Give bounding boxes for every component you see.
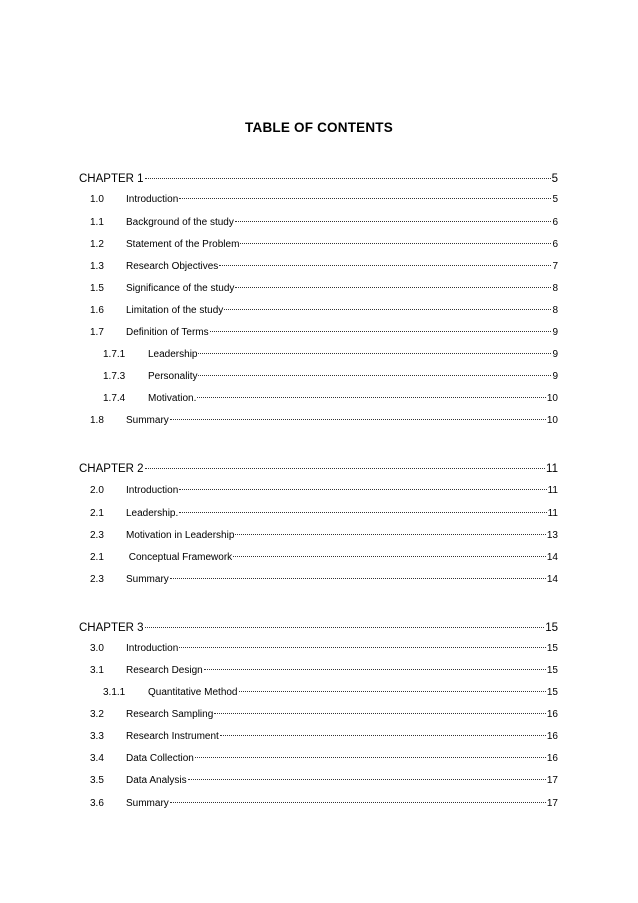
toc-entry-label: Research Sampling (126, 709, 214, 720)
toc-entry-page-number: 15 (546, 643, 558, 654)
toc-entry[interactable] (90, 234, 558, 251)
toc-entry-label: Data Collection (126, 753, 194, 764)
toc-entry[interactable] (90, 503, 558, 520)
toc-entry[interactable] (90, 793, 558, 810)
toc-entry-page-number: 8 (552, 305, 558, 316)
toc-entry[interactable] (90, 525, 558, 542)
toc-entry-page-number: 9 (552, 327, 558, 338)
toc-entry-label: Limitation of the study (126, 305, 224, 316)
toc-entry-label: Introduction (126, 643, 179, 654)
toc-entry-label: Leadership. (126, 508, 179, 519)
toc-entry-page-number: 10 (546, 393, 558, 404)
toc-entry-page-number: 10 (546, 415, 558, 426)
toc-entry-page-number: 14 (546, 574, 558, 585)
toc-entry[interactable] (90, 748, 558, 765)
dot-leader (235, 522, 545, 535)
toc-chapter-entry[interactable] (79, 616, 558, 635)
toc-entry[interactable] (90, 726, 558, 743)
toc-entry-number: 1.2 (90, 239, 104, 250)
toc-entry-number: 1.7 (90, 327, 104, 338)
toc-entry-label: Motivation in Leadership (126, 530, 235, 541)
dot-leader (179, 500, 546, 513)
toc-entry-number: 1.8 (90, 415, 104, 426)
dot-leader (214, 701, 546, 714)
toc-entry[interactable] (90, 547, 558, 564)
toc-entry-page-number: 16 (546, 731, 558, 742)
dot-leader (170, 407, 546, 420)
toc-entry-label: Significance of the study (126, 283, 235, 294)
toc-entry-page-number: 6 (552, 217, 558, 228)
toc-entry-number: 3.2 (90, 709, 104, 720)
toc-entry-label: Background of the study (126, 217, 234, 228)
toc-entry-page-number: 15 (546, 665, 558, 676)
toc-entry-page-number: 11 (546, 463, 558, 475)
toc-entry-number: 1.7.3 (103, 371, 126, 382)
toc-entry-number: 1.7.4 (103, 393, 126, 404)
dot-leader (220, 723, 546, 736)
toc-entry-label: Statement of the Problem (126, 239, 240, 250)
toc-entry-page-number: 6 (552, 239, 558, 250)
toc-entry-label: Data Analysis (126, 775, 187, 786)
toc-entry-label: Motivation. (148, 393, 197, 404)
dot-leader (170, 566, 546, 579)
toc-entry-page-number: 14 (546, 552, 558, 563)
toc-entry-page-number: 11 (547, 485, 558, 496)
toc-entry[interactable] (90, 704, 558, 721)
toc-entry-page-number: 13 (546, 530, 558, 541)
dot-leader (235, 275, 551, 288)
toc-entry[interactable] (90, 322, 558, 339)
toc-entry-page-number: 8 (552, 283, 558, 294)
toc-entry[interactable] (90, 410, 558, 427)
dot-leader (197, 385, 546, 398)
toc-entry-label: CHAPTER 1 (79, 173, 144, 185)
dot-leader (145, 454, 546, 469)
toc-entry-page-number: 9 (552, 349, 558, 360)
toc-entry-page-number: 7 (552, 261, 558, 272)
toc-entry-number: 1.5 (90, 283, 104, 294)
toc-entry[interactable] (103, 344, 558, 361)
toc-entry-number: 1.0 (90, 194, 104, 205)
page-title: TABLE OF CONTENTS (245, 120, 393, 135)
dot-leader (204, 657, 546, 670)
toc-entry[interactable] (90, 212, 558, 229)
toc-entry-label: Research Instrument (126, 731, 219, 742)
dot-leader (195, 745, 546, 758)
toc-entry-label: Definition of Terms (126, 327, 209, 338)
toc-entry-number: 2.3 (90, 530, 104, 541)
dot-leader (179, 186, 551, 199)
toc-entry-page-number: 17 (546, 775, 558, 786)
toc-entry[interactable] (90, 569, 558, 586)
toc-entry-number: 3.0 (90, 643, 104, 654)
dot-leader (235, 209, 552, 222)
toc-entry-label: Conceptual Framework (126, 552, 233, 563)
toc-entry-label: CHAPTER 3 (79, 622, 144, 634)
toc-chapter-entry[interactable] (79, 457, 558, 476)
toc-entry[interactable] (90, 278, 558, 295)
dot-leader (239, 679, 546, 692)
toc-entry[interactable] (103, 682, 558, 699)
toc-entry-number: 3.4 (90, 753, 104, 764)
toc-entry-number: 3.1.1 (103, 687, 126, 698)
toc-entry-number: 3.5 (90, 775, 104, 786)
toc-entry-label: CHAPTER 2 (79, 463, 144, 475)
toc-entry-number: 2.1 (90, 552, 104, 563)
toc-entry-number: 3.6 (90, 798, 104, 809)
toc-entry-label: Introduction (126, 485, 179, 496)
toc-entry-page-number: 5 (552, 194, 558, 205)
dot-leader (219, 253, 551, 266)
dot-leader (224, 297, 551, 310)
toc-entry-label: Personality (148, 371, 198, 382)
dot-leader (188, 767, 546, 780)
dot-leader (179, 635, 546, 648)
toc-entry-page-number: 15 (546, 687, 558, 698)
toc-entry[interactable] (103, 388, 558, 405)
toc-entry-number: 1.7.1 (103, 349, 126, 360)
toc-entry-page-number: 15 (545, 622, 558, 634)
toc-entry-number: 2.1 (90, 508, 104, 519)
toc-entry-page-number: 5 (551, 173, 558, 185)
toc-entry-label: Introduction (126, 194, 179, 205)
toc-entry-number: 1.3 (90, 261, 104, 272)
dot-leader (198, 363, 551, 376)
toc-entry-label: Research Objectives (126, 261, 219, 272)
toc-entry[interactable] (90, 638, 558, 655)
toc-chapter-entry[interactable] (79, 167, 558, 186)
toc-entry-number: 3.3 (90, 731, 104, 742)
toc-entry[interactable] (90, 480, 558, 497)
toc-entry-label: Summary (126, 574, 169, 585)
toc-entry-page-number: 11 (547, 508, 558, 519)
toc-entry-page-number: 16 (546, 709, 558, 720)
toc-entry-page-number: 9 (552, 371, 558, 382)
toc-entry-label: Summary (126, 798, 169, 809)
toc-entry-page-number: 17 (546, 798, 558, 809)
toc-entry-number: 1.1 (90, 217, 104, 228)
toc-entry[interactable] (90, 300, 558, 317)
dot-leader (233, 544, 546, 557)
toc-entry-number: 3.1 (90, 665, 104, 676)
toc-entry-label: Quantitative Method (148, 687, 238, 698)
dot-leader (179, 477, 546, 490)
toc-entry-label: Research Design (126, 665, 203, 676)
toc-entry-page-number: 16 (546, 753, 558, 764)
toc-entry[interactable] (90, 660, 558, 677)
toc-entry[interactable] (90, 256, 558, 273)
toc-entry-number: 2.3 (90, 574, 104, 585)
toc-entry-number: 2.0 (90, 485, 104, 496)
toc-entry-label: Leadership (148, 349, 198, 360)
toc-entry-label: Summary (126, 415, 169, 426)
dot-leader (170, 790, 546, 803)
dot-leader (145, 164, 551, 179)
toc-entry[interactable] (90, 770, 558, 787)
dot-leader (145, 613, 545, 628)
toc-entry[interactable] (103, 366, 558, 383)
dot-leader (240, 231, 551, 244)
dot-leader (210, 319, 552, 332)
toc-entry[interactable] (90, 189, 558, 206)
toc-entry-number: 1.6 (90, 305, 104, 316)
dot-leader (198, 341, 551, 354)
